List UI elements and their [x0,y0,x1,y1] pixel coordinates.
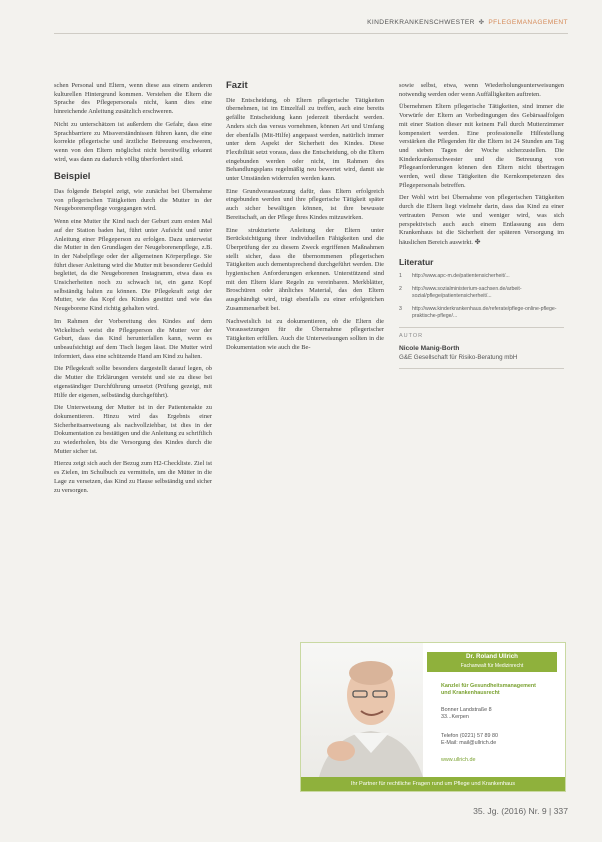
firm-line: und Krankenhausrecht [441,690,500,697]
paragraph: Nicht zu unterschätzen ist außerdem die Gefahr, dass eine Sprachbarriere zu Missverständnissen führen kann, die eine korrekte pflegerische und ärztliche Betreuung erschweren, wenn von den Eltern möglichst nicht bereitwillig erkannt wird, was dann zu dadurch völlig überfordert sind. [54,120,212,163]
lawyer-name: Dr. Roland Ullrich [466,653,518,660]
address-line: 33...Kerpen [441,714,469,721]
paragraph: Eine strukturierte Anleitung der Eltern unter Berücksichtigung ihrer individuellen Fähigkeiten und die Überprüfung der zu diesem Zweck ergriffenen Maßnahmen stellt sicher, dass die übernommenen pflegerischen Tätigkeiten auch dementsprechend durchgeführt werden. Die hygienischen Anforderungen erkennen. Unterstützend sind mit den Eltern klare Regeln zu vereinbaren. Merkblätter, Broschüren oder ähnliches Material, das den Eltern ausgehändigt wird, trägt ebenfalls zu einer erfolgreichen Zusammenarbeit bei. [226,226,384,312]
column-2 [226,82,384,356]
article-end-icon: ✤ [474,237,481,246]
paragraph: Im Rahmen der Vorbereitung des Kindes auf dem Wickeltisch weist die Pflegeperson die Mutter vor der Geburt, dass das Kind herunterfallen kann, wenn es unbeaufsichtigt auf dem Tisch liegen lässt. Die Mutter wird informiert, dass eine schützende Hand am Kind zu halten. [54,317,212,360]
running-header [300,18,568,32]
header-rule [54,33,568,34]
literature-number: 3 [399,305,402,312]
literature-item [399,286,564,300]
literature-link[interactable]: http://www.sozialministerium-sachsen.de/arbeit-sozial/pflege/patientensicherheit/... [412,286,522,299]
firm-line: Kanzlei für Gesundheitsmanagement [441,683,536,689]
firm-website[interactable]: www.ullrich.de [441,757,476,763]
paragraph-text: Der Wohl wirt bei Übernahme von pflegerischen Tätigkeiten durch die Eltern liegt vielmehr darin, dass das Kind zu einer vertrauten Person wie und weniger wird, was sich perspektivisch auch auch einem Entlassung aus dem Krankenhaus ist die Sicherheit der späteren Versorgung im häuslichen Bereich auswirkt. [399,194,564,246]
firm-address [441,707,492,721]
section-name: PFLEGEMANAGEMENT [488,19,568,26]
phone-line: Telefon (0221) 57 89 80 [441,733,498,739]
author-divider [399,327,564,328]
column-1 [54,82,212,499]
section-heading-fazit: Fazit [226,80,248,91]
paragraph [399,194,564,247]
paragraph: sowie selbst, etwa, wenn Wiederholungsunterweisungen notwendig werden oder wenn Auffälligkeiten auftreten. [399,82,564,98]
literature-number: 2 [399,286,402,293]
paragraph: Hierzu zeigt sich auch der Bezug zum H2-Checkliste. Ziel ist es Zielen, im Schulbuch zu vermitteln, um die Mütter in die Lage zu versetzen, das Kind zu Hause selbständig und sicher zu versorgen. [54,460,212,494]
paragraph: Übernehmen Eltern pflegerische Tätigkeiten, sind immer die Vorwürfe der Eltern an Vorbedingungen des Gebärsaalfolgen mit einer Station dieser mit keinem Fall durch Mutterzimmer kompensiert werden. Eine professionelle Hilfestellung verstärken die Pflegenden für die Eltern ist 24 Stunden am Tag und sieben Tagen der Woche sicherzustellen. Die Kinderkrankenschwester und die Betreuung von Pflegeanforderungen können den Eltern nicht übertragen werden, weil diese Tätigkeiten die Kernkompetenzen des Pflegepersonals betreffen. [399,103,564,189]
journal-name: KINDERKRANKENSCHWESTER [367,19,475,26]
paragraph: Die Entscheidung, ob Eltern pflegerische Tätigkeiten übernehmen, ist im Einzelfall zu treffen, auch eine bereits gefällte Entscheidung kann jederzeit überdacht werden. Anders sich das versus vornehmen, können Art und Umfang der ebenfalls (Mit-Hilfe) angepasst werden, natürlich immer unter dem Aspekt der Sicherheit des Kindes. Diese Flexibilität setzt voraus, dass die Entscheidung, ob die Eltern eingebunden werden oder nicht, im Rahmen des Behandlungsplans regelmäßig neu bewertet wird, damit sie unter Umständen widerrufen werden kann. [226,96,384,183]
firm-contact [441,733,498,747]
literature-link[interactable]: http://www.kinderkrankenhaus.de/referate/pflege-online-pflege-praktische-pflege/... [412,305,557,319]
paragraph: Wenn eine Mutter ihr Kind nach der Geburt zum ersten Mal auf der Station baden hat, führt unter Aufsicht und unter Anleitung einer Pflegeperson zu erfolgen. Dazu unterweist die Mutter in den Grundlagen der Neugeborenenpflege, z.B. in der Nabelpflege oder der allgemeinen Körperpflege. Sie führt dieser Anleitung wird die Mutter mit besonderer Geduld begleitet, da die Neugeborenen Instagramm, etwa dass es Unsicherheiten noch zu schwach ist, ein ganz Kopf selbständig halten zu können. Die Pflegekraft zeigt der Mutter, wie das Kopf des Kindes gestützt und wie das Neugeborene Kind richtig gehalten wird. [54,218,212,313]
paragraph: Eine Grundvoraussetzung dafür, dass Eltern erfolgreich eingebunden werden und ihre pflegerische Tätigkeit später auch sicher bewältigen können, ist ihre bewusste Bereitschaft, an der Pflege ihres Kindes mitzuwirken. [226,187,384,221]
paragraph: Das folgende Beispiel zeigt, wie zunächst bei Übernahme von pflegerischen Tätigkeiten durch die Mutter in der Neugeborenenpflege vorgegangen wird. [54,188,212,213]
paragraph: schen Personal und Eltern, wenn diese aus einem anderen kulturellen Hintergrund kommen. Verstehen die Eltern die Sprache des Pflegepersonals nicht, kann dies eine hinreichende Anleitung zusätzlich erschweren. [54,82,212,116]
section-separator-icon: ✤ [478,19,485,26]
advertisement[interactable] [300,642,566,792]
firm-name [441,683,536,697]
author-organization: G&E Gesellschaft für Risiko-Beratung mbH [399,353,518,361]
author-label: AUTOR [399,333,424,340]
lawyer-role: Fachanwalt für Medizinrecht [460,663,524,669]
paragraph: Die Unterweisung der Mutter ist in der Patientenakte zu dokumentieren. Hinzu wird das Ergebnis einer Sicherheitsanweisung als nachvollziehbar, ist dies in der Dokumentation zu bestätigen und die Anleitung zu schriftlich zu wiederholen, bis die Versorgung des Kindes durch die Mutter sicher ist. [54,404,212,455]
section-heading-beispiel: Beispiel [54,171,91,183]
author-divider-bottom [399,368,564,369]
author-name: Nicole Manig-Borth [399,345,460,353]
literature-heading: Literatur [399,256,434,267]
advertisement-name-badge [427,652,557,672]
literature-number: 1 [399,273,402,280]
address-line: Bonner Landstraße 8 [441,707,492,713]
column-3 [399,82,564,369]
literature-link[interactable]: http://www.apc-m.de/patientensicherheit/... [412,273,510,280]
portrait-icon [301,643,423,777]
paragraph: Nachweislich ist zu dokumentieren, ob die Eltern die Voraussetzungen für die Übernahme pflegerischer Tätigkeiten erfüllen. Auch die Unterweisungen sollten in die Dokumentation wie auch die Be- [226,317,384,351]
paragraph: Die Pflegekraft sollte besonders dargestellt darauf legen, ob die Mutter die Erklärungen versteht und sie zu diese bei eigenständiger Durchführung umsetzt (Prüfung gezeigt, mit Hilfe der eigenen, selbständig durchgeführt). [54,365,212,399]
literature-item [399,273,564,280]
page-footer: 35. Jg. (2016) Nr. 9 | 337 [473,806,568,816]
advertisement-photo [301,643,423,777]
advertisement-banner: Ihr Partner für rechtliche Fragen rund um Pflege und Krankenhaus [301,777,565,791]
literature-item [399,306,564,320]
email-line[interactable]: E-Mail: mail@ullrich.de [441,740,497,747]
